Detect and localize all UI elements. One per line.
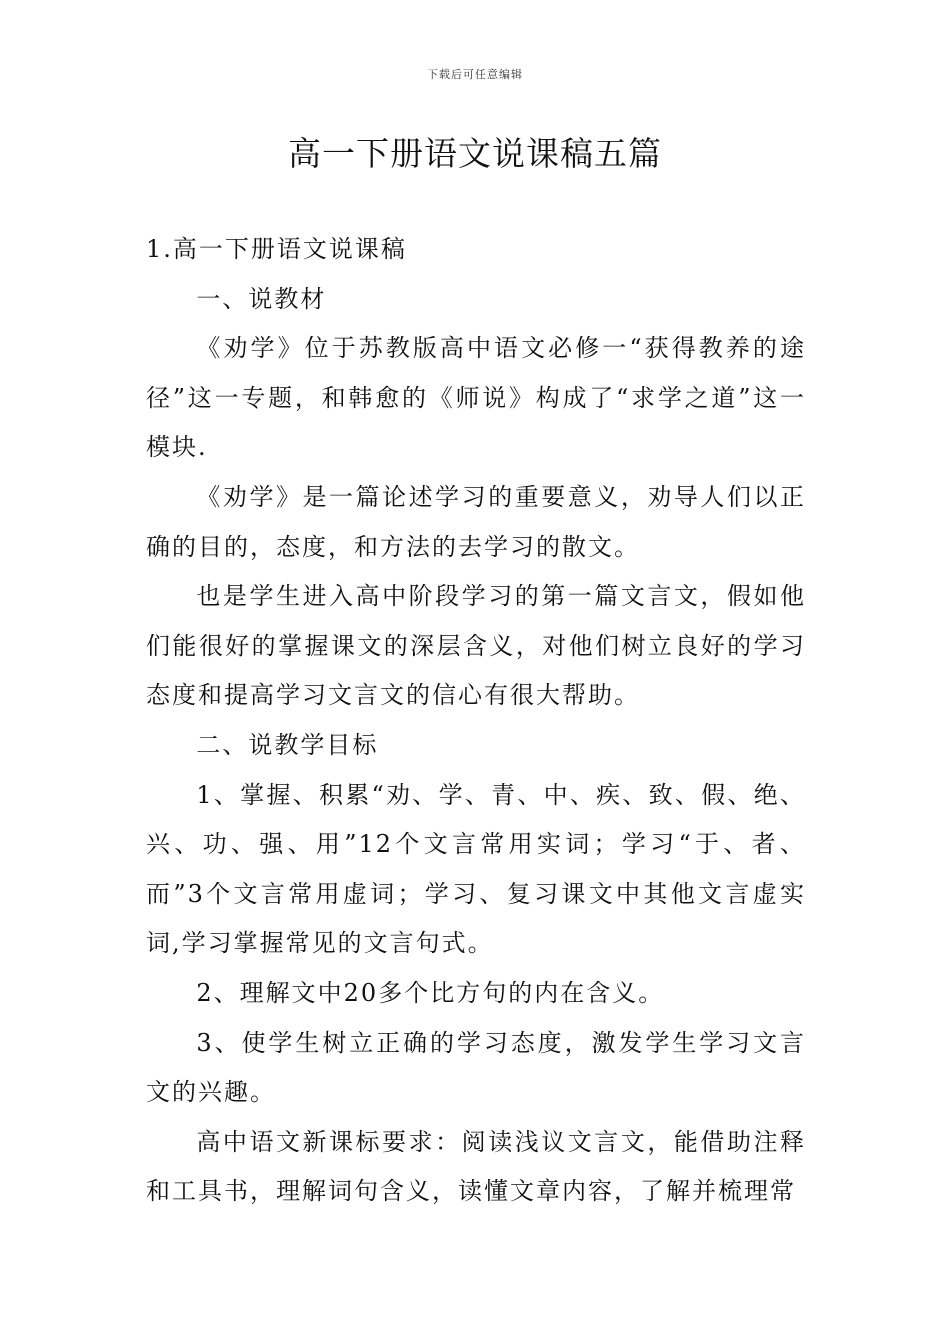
- document-title: 高一下册语文说课稿五篇: [288, 134, 662, 173]
- paragraph: 3、使学生树立正确的学习态度，激发学生学习文言文的兴趣。: [146, 1028, 806, 1107]
- paragraph-heading-objectives: 二、说教学目标: [196, 730, 379, 759]
- paragraph: 《劝学》是一篇论述学习的重要意义，劝导人们以正确的目的，态度，和方法的去学习的散文。: [146, 482, 806, 561]
- paragraph-heading-textbook: 一、说教材: [196, 284, 327, 313]
- paragraph-section-heading: 1.高一下册语文说课稿: [146, 235, 407, 263]
- paragraph: 2、理解文中20多个比方句的内在含义。: [196, 978, 665, 1007]
- paragraph: 《劝学》位于苏教版高中语文必修一“获得教养的途径”这一专题，和韩愈的《师说》构成了“求学之道”这一模块.: [146, 334, 806, 462]
- header-note: 下载后可任意编辑: [427, 68, 523, 81]
- paragraph: 1、掌握、积累“劝、学、青、中、疾、致、假、绝、兴、功、强、用”12个文言常用实词；学习“于、者、而”3个文言常用虚词；学习、复习课文中其他文言虚实词,学习掌握常见的文言句式。: [146, 780, 806, 958]
- paragraph: 高中语文新课标要求：阅读浅议文言文，能借助注释和工具书，理解词句含义，读懂文章内容，了解并梳理常: [146, 1127, 806, 1206]
- paragraph: 也是学生进入高中阶段学习的第一篇文言文，假如他们能很好的掌握课文的深层含义，对他们树立良好的学习态度和提高学习文言文的信心有很大帮助。: [146, 582, 806, 710]
- document-body: [146, 225, 806, 1217]
